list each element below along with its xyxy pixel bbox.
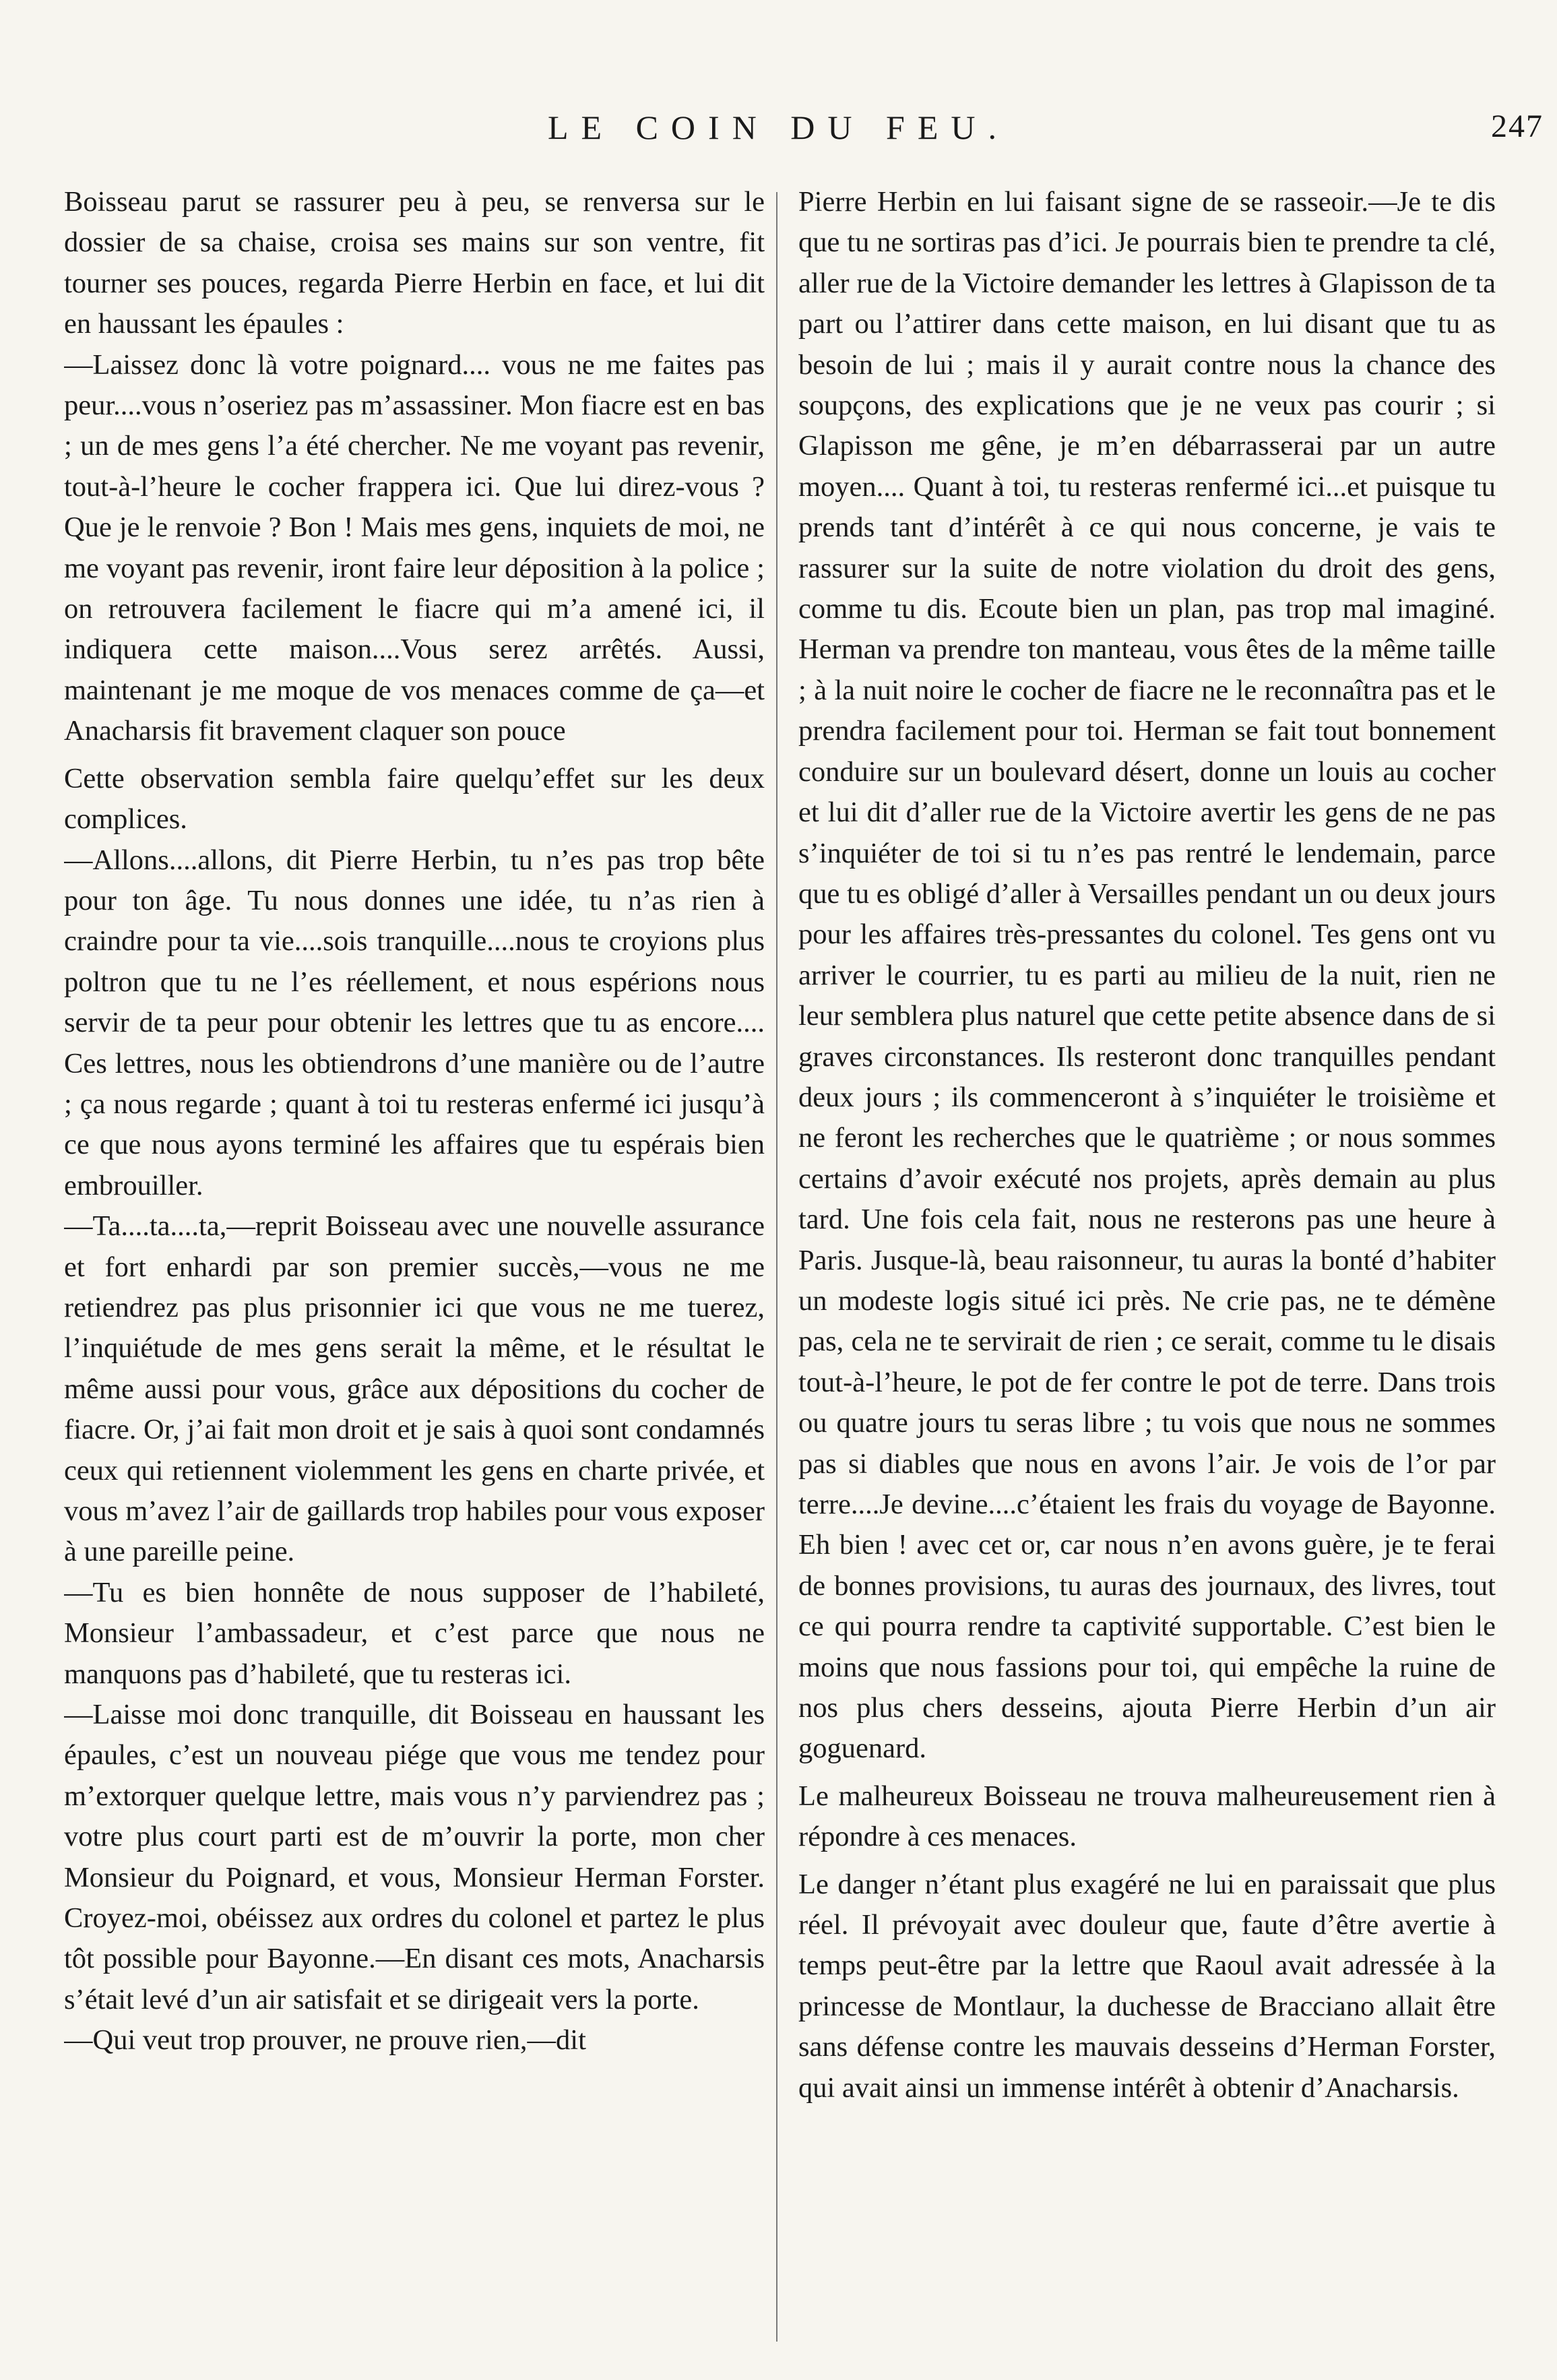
paragraph: Le malheureux Boisseau ne trouva malheureusement rien à répondre à ces menaces. <box>798 1780 1496 1853</box>
paragraph: Boisseau parut se rassurer peu à peu, se renversa sur le dossier de sa chaise, croisa ses mains sur son ventre, fit tourner ses pouces, regarda Pierre Herbin en face, et lui dit en haussant les épaules : <box>64 186 765 340</box>
paragraph: —Allons....allons, dit Pierre Herbin, tu n’es pas trop bête pour ton âge. Tu nous donnes une idée, tu n’as rien à craindre pour ta vie....sois tranquille....nous te croyions plus poltron que tu ne l’es réellement, et nous espérions nous servir de ta peur pour obtenir les lettres que tu as encore.... Ces lettres, nous les obtiendrons d’une manière ou de l’autre ; ça nous regarde ; quant à toi tu resteras enfermé ici jusqu’à ce que nous ayons terminé les affaires que tu espérais bien embrouiller. <box>64 844 765 1201</box>
paragraph: Pierre Herbin en lui faisant signe de se rasseoir.—Je te dis que tu ne sortiras pas d’ici. Je pourrais bien te prendre ta clé, aller rue de la Victoire demander les lettres à Glapisson de ta part ou l’attirer dans cette maison, en lui disant que tu as besoin de lui ; mais il y aurait contre nous la chance des soupçons, des explications que je ne veux pas courir ; si Glapisson me gêne, je m’en débarrasserai par un autre moyen.... Quant à toi, tu resteras renfermé ici...et puisque tu prends tant d’intérêt à ce qui nous concerne, je vais te rassurer sur la suite de notre violation du droit des gens, comme tu dis. Ecoute bien un plan, pas trop mal imaginé. Herman va prendre ton manteau, vous êtes de la même taille ; à la nuit noire le cocher de fiacre ne le reconnaîtra pas et le prendra facilement pour toi. Herman se fait tout bonnement conduire sur un boulevard désert, donne un louis au cocher et lui dit d’aller rue de la Victoire avertir les gens de ne pas s’inquiéter de toi si tu n’es pas rentré le lendemain, parce que tu es obligé d’aller à Versailles pendant un ou deux jours pour les affaires très-pressantes du colonel. Tes gens ont vu arriver le courrier, tu es parti au milieu de la nuit, rien ne leur semblera plus naturel que cette petite absence dans de si graves circonstances. Ils resteront donc tranquilles pendant deux jours ; ils commenceront à s’inquiéter le troisième et ne feront les recherches que le quatrième ; or nous sommes certains d’avoir exécuté nos projets, après demain au plus tard. Une fois cela fait, nous ne resterons pas une heure à Paris. Jusque-là, beau raisonneur, tu auras la bonté d’habiter un modeste logis situé ici près. Ne crie pas, ne te démène pas, cela ne te servirait de rien ; ce serait, comme tu le disais tout-à-l’heure, le pot de fer contre le pot de terre. Dans trois ou quatre jours tu seras libre ; tu vois que nous ne sommes pas si diables que nous en avons l’air. Je vois de l’or par terre....Je devine....c’étaient les frais du voyage de Bayonne. Eh bien ! avec cet or, car nous n’en avons guère, je te ferai de bonnes provisions, tu auras des journaux, des livres, tout ce qui pourra rendre ta captivité supportable. C’est bien le moins que nous fassions pour toi, qui empêche la ruine de nos plus chers desseins, ajouta Pierre Herbin d’un air goguenard. <box>798 186 1496 1765</box>
paragraph: —Qui veut trop prouver, ne prouve rien,—dit <box>64 2024 586 2057</box>
paragraph: —Ta....ta....ta,—reprit Boisseau avec une nouvelle assurance et fort enhardi par son premier succès,—vous ne me retiendrez pas plus prisonnier ici que vous ne me tuerez, l’inquiétude de mes gens serait la même, et le résultat le même aussi pour vous, grâce aux dépositions du cocher de fiacre. Or, j’ai fait mon droit et je sais à quoi sont condamnés ceux qui retiennent violemment les gens en charte privée, et vous m’avez l’air de gaillards trop habiles pour vous exposer à une pareille peine. <box>64 1210 765 1568</box>
paragraph: —Laisse moi donc tranquille, dit Boisseau en haussant les épaules, c’est un nouveau piége que vous me tendez pour m’extorquer quelque lettre, mais vous n’y parviendrez pas ; votre plus court parti est de m’ouvrir la porte, mon cher Monsieur du Poignard, et vous, Monsieur Herman Forster. Croyez-moi, obéissez aux ordres du colonel et partez le plus tôt possible pour Bayonne.—En disant ces mots, Anacharsis s’était levé d’un air satisfait et se dirigeait vers la porte. <box>64 1699 765 2015</box>
right-column <box>798 182 1496 2365</box>
paragraph: —Laissez donc là votre poignard.... vous ne me faites pas peur....vous n’oseriez pas m’assassiner. Mon fiacre est en bas ; un de mes gens l’a été chercher. Ne me voyant pas revenir, tout-à-l’heure le cocher frappera ici. Que lui direz-vous ? Que je le renvoie ? Bon ! Mais mes gens, inquiets de moi, ne me voyant pas revenir, iront faire leur déposition à la police ; on retrouvera facilement le fiacre qui m’a amené ici, il indiquera cette maison....Vous serez arrêtés. Aussi, maintenant je me moque de vos menaces comme de ça—et Anacharsis fit bravement claquer son pouce <box>64 348 765 747</box>
column-divider <box>776 192 777 2342</box>
paragraph: —Tu es bien honnête de nous supposer de l’habileté, Monsieur l’ambassadeur, et c’est parce que nous ne manquons pas d’habileté, que tu resteras ici. <box>64 1576 765 1690</box>
paragraph: Le danger n’étant plus exagéré ne lui en paraissait que plus réel. Il prévoyait avec douleur que, faute d’être avertie à temps peut-être par la lettre que Raoul avait adressée à la princesse de Montlaur, la duchesse de Bracciano allait être sans défense contre les mauvais desseins d’Herman Forster, qui avait ainsi un immense intérêt à obtenir d’Anacharsis. <box>798 1868 1496 2104</box>
left-column <box>64 182 765 2365</box>
page-number: 247 <box>1491 108 1544 144</box>
running-title: LE COIN DU FEU. <box>548 108 1009 146</box>
page-header <box>0 108 1557 155</box>
paragraph: Cette observation sembla faire quelqu’effet sur les deux complices. <box>64 762 765 836</box>
